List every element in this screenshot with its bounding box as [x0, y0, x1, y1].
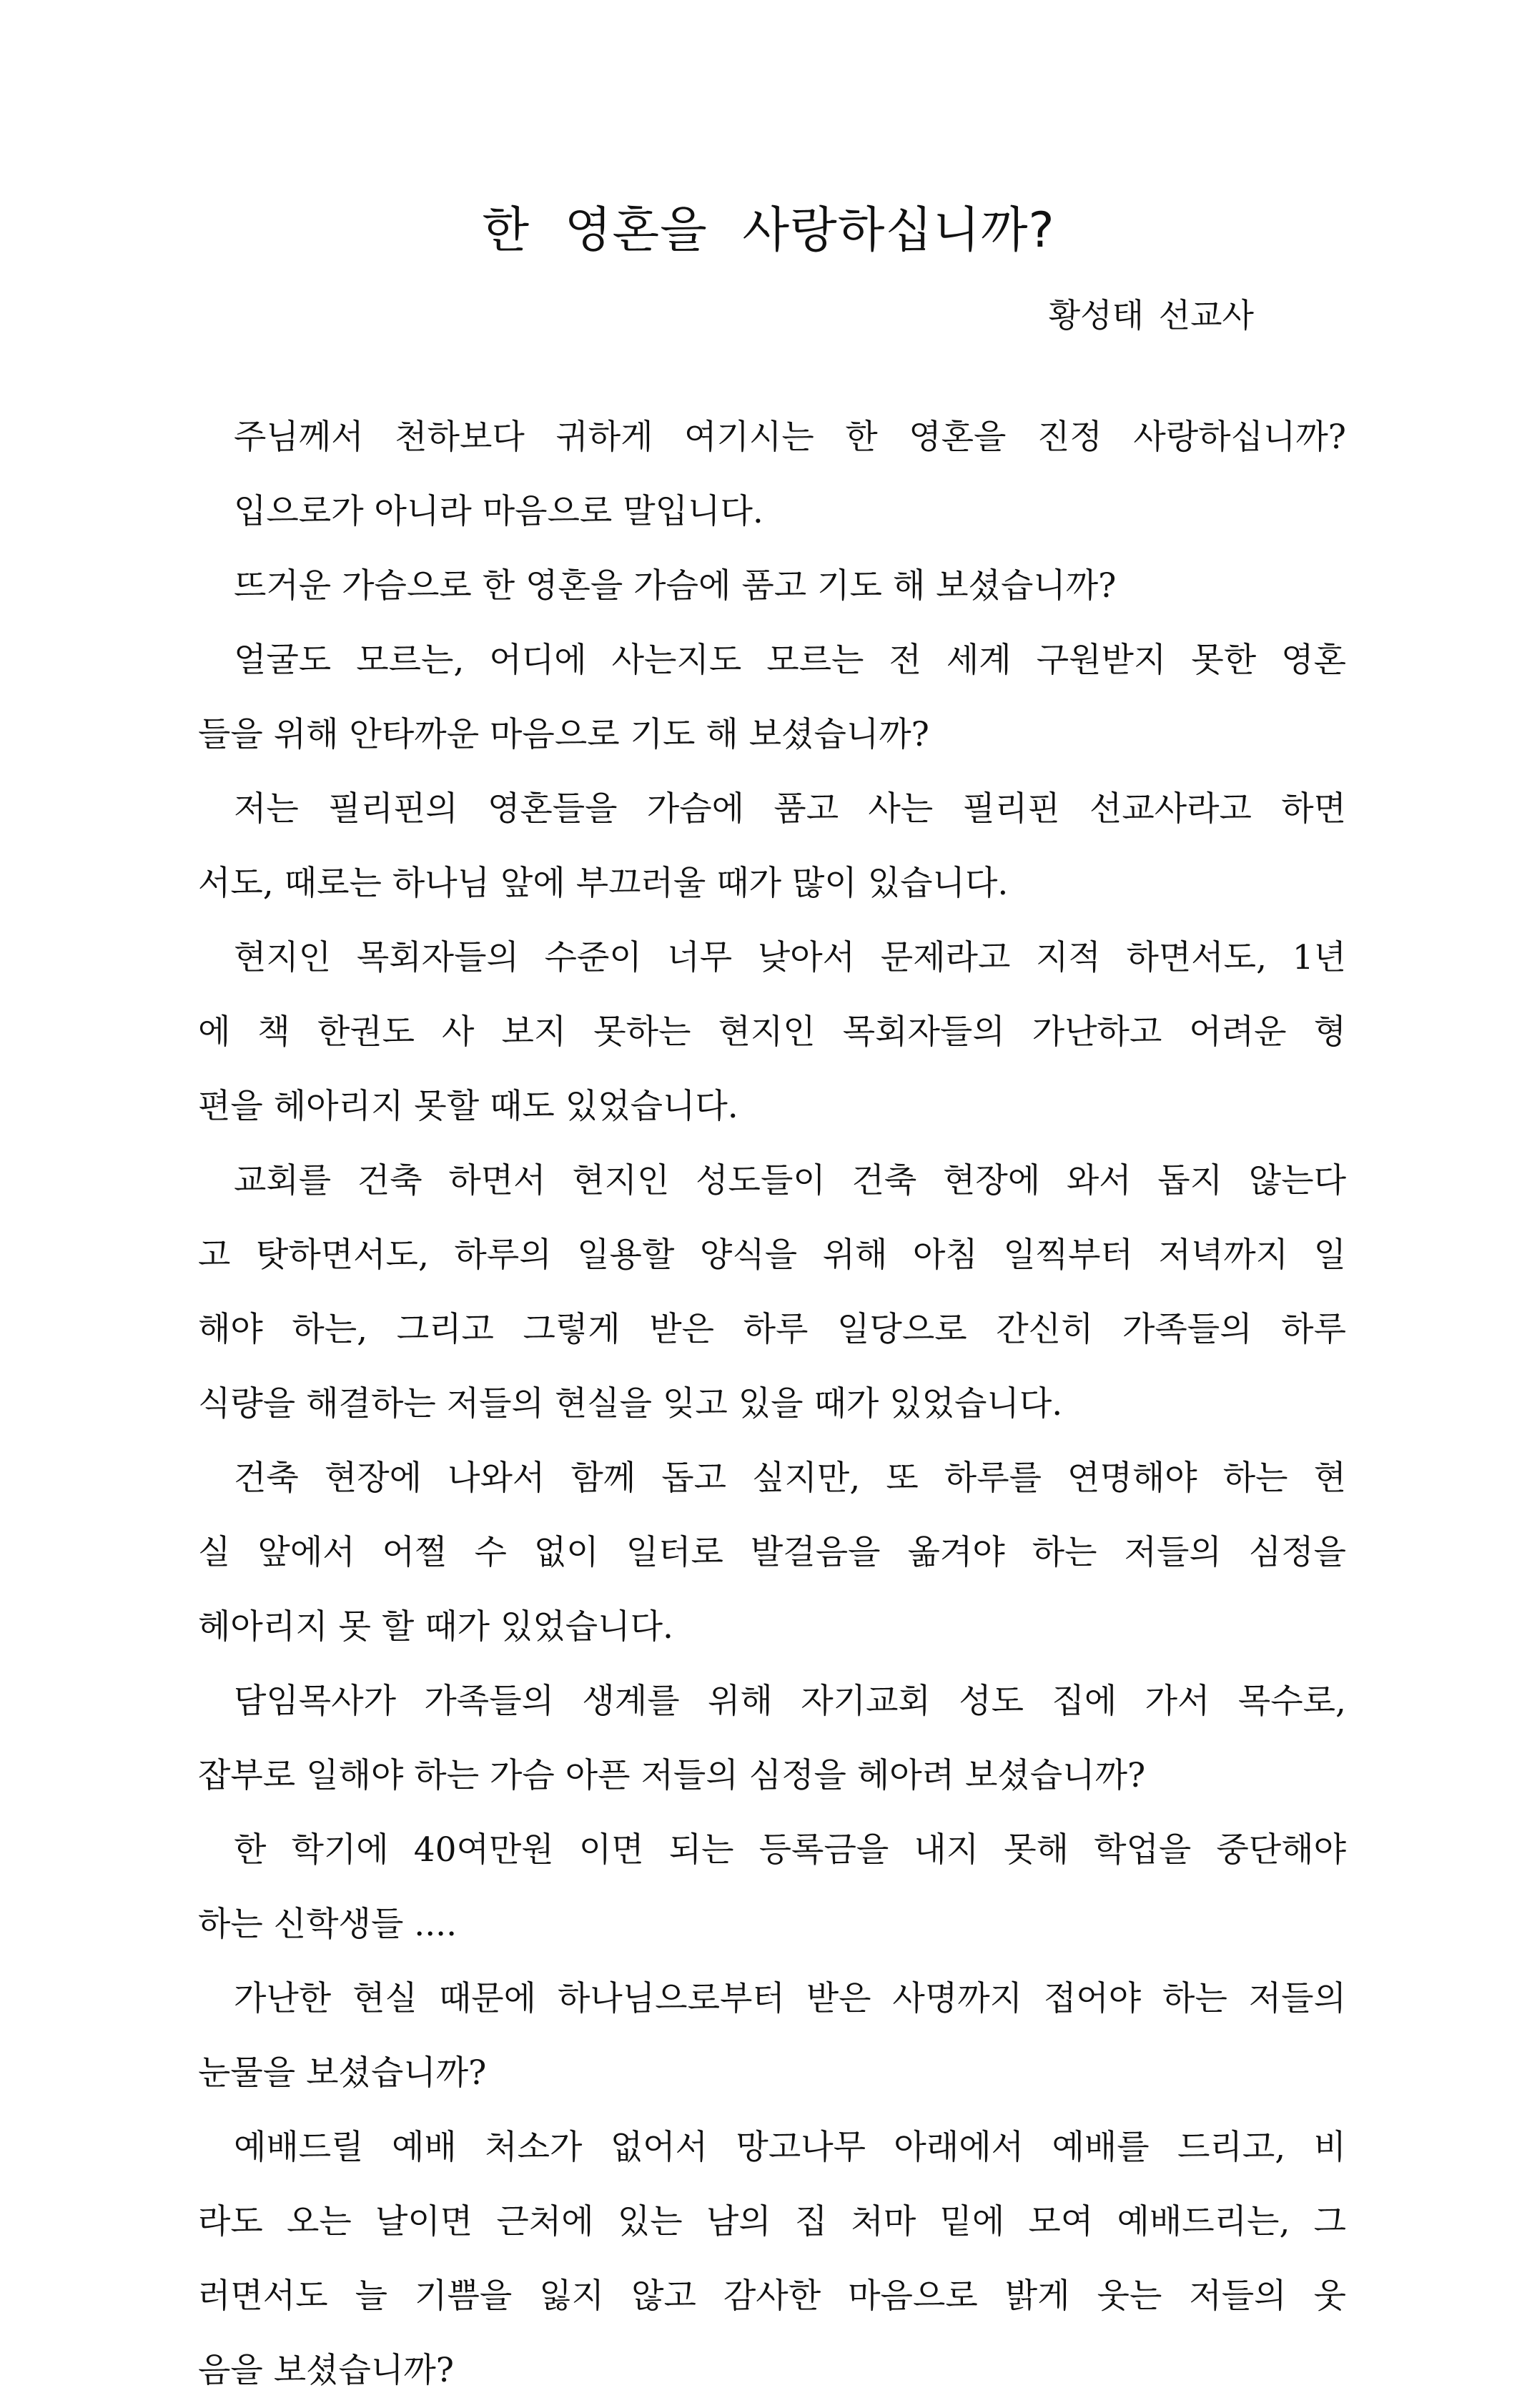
text-line: 뜨거운 가슴으로 한 영혼을 가슴에 품고 기도 해 보셨습니까? [234, 566, 1117, 606]
text-line: 러면서도 늘 기쁨을 잃지 않고 감사한 마음으로 밝게 웃는 저들의 웃 [198, 2276, 1346, 2316]
text-line: 실 앞에서 어쩔 수 없이 일터로 발걸음을 옮겨야 하는 저들의 심정을 [198, 1533, 1346, 1572]
page-title: 한 영혼을 사랑하십니까? [482, 202, 1055, 259]
author-line: 황성태 선교사 [1048, 296, 1254, 335]
text-line: 현지인 목회자들의 수준이 너무 낮아서 문제라고 지적 하면서도, 1년 [234, 938, 1346, 977]
text-line: 라도 오는 날이면 근처에 있는 남의 집 처마 밑에 모여 예배드리는, 그 [198, 2202, 1346, 2241]
text-line: 주님께서 천하보다 귀하게 여기시는 한 영혼을 진정 사랑하십니까? [234, 418, 1346, 457]
text-line: 음을 보셨습니까? [198, 2351, 454, 2390]
text-line: 교회를 건축 하면서 현지인 성도들이 건축 현장에 와서 돕지 않는다 [234, 1161, 1346, 1200]
text-line: 헤아리지 못 할 때가 있었습니다. [198, 1607, 673, 1647]
text-line: 들을 위해 안타까운 마음으로 기도 해 보셨습니까? [198, 715, 929, 754]
text-line: 입으로가 아니라 마음으로 말입니다. [234, 492, 763, 531]
text-line: 한 학기에 40여만원 이면 되는 등록금을 내지 못해 학업을 중단해야 [234, 1830, 1346, 1870]
body-text [198, 400, 1346, 2408]
text-line: 하는 신학생들 .... [198, 1905, 458, 1944]
text-line: 에 책 한권도 사 보지 못하는 현지인 목회자들의 가난하고 어려운 형 [198, 1012, 1346, 1052]
text-line: 예배드릴 예배 처소가 없어서 망고나무 아래에서 예배를 드리고, 비 [234, 2128, 1346, 2167]
text-line: 담임목사가 가족들의 생계를 위해 자기교회 성도 집에 가서 목수로, [234, 1682, 1346, 1721]
text-line: 해야 하는, 그리고 그렇게 받은 하루 일당으로 간신히 가족들의 하루 [198, 1310, 1346, 1349]
text-line: 건축 현장에 나와서 함께 돕고 싶지만, 또 하루를 연명해야 하는 현 [234, 1459, 1346, 1498]
text-line: 잡부로 일해야 하는 가슴 아픈 저들의 심정을 헤아려 보셨습니까? [198, 1756, 1146, 1795]
text-line: 식량을 해결하는 저들의 현실을 잊고 있을 때가 있었습니다. [198, 1384, 1063, 1423]
text-line: 눈물을 보셨습니까? [198, 2053, 487, 2093]
text-line: 저는 필리핀의 영혼들을 가슴에 품고 사는 필리핀 선교사라고 하면 [234, 789, 1346, 829]
text-line: 가난한 현실 때문에 하나님으로부터 받은 사명까지 접어야 하는 저들의 [234, 1979, 1346, 2018]
text-line: 얼굴도 모르는, 어디에 사는지도 모르는 전 세계 구원받지 못한 영혼 [234, 641, 1346, 680]
text-line: 편을 헤아리지 못할 때도 있었습니다. [198, 1087, 738, 1126]
text-line: 서도, 때로는 하나님 앞에 부끄러울 때가 많이 있습니다. [198, 864, 1009, 903]
text-line: 고 탓하면서도, 하루의 일용할 양식을 위해 아침 일찍부터 저녁까지 일 [198, 1235, 1346, 1275]
